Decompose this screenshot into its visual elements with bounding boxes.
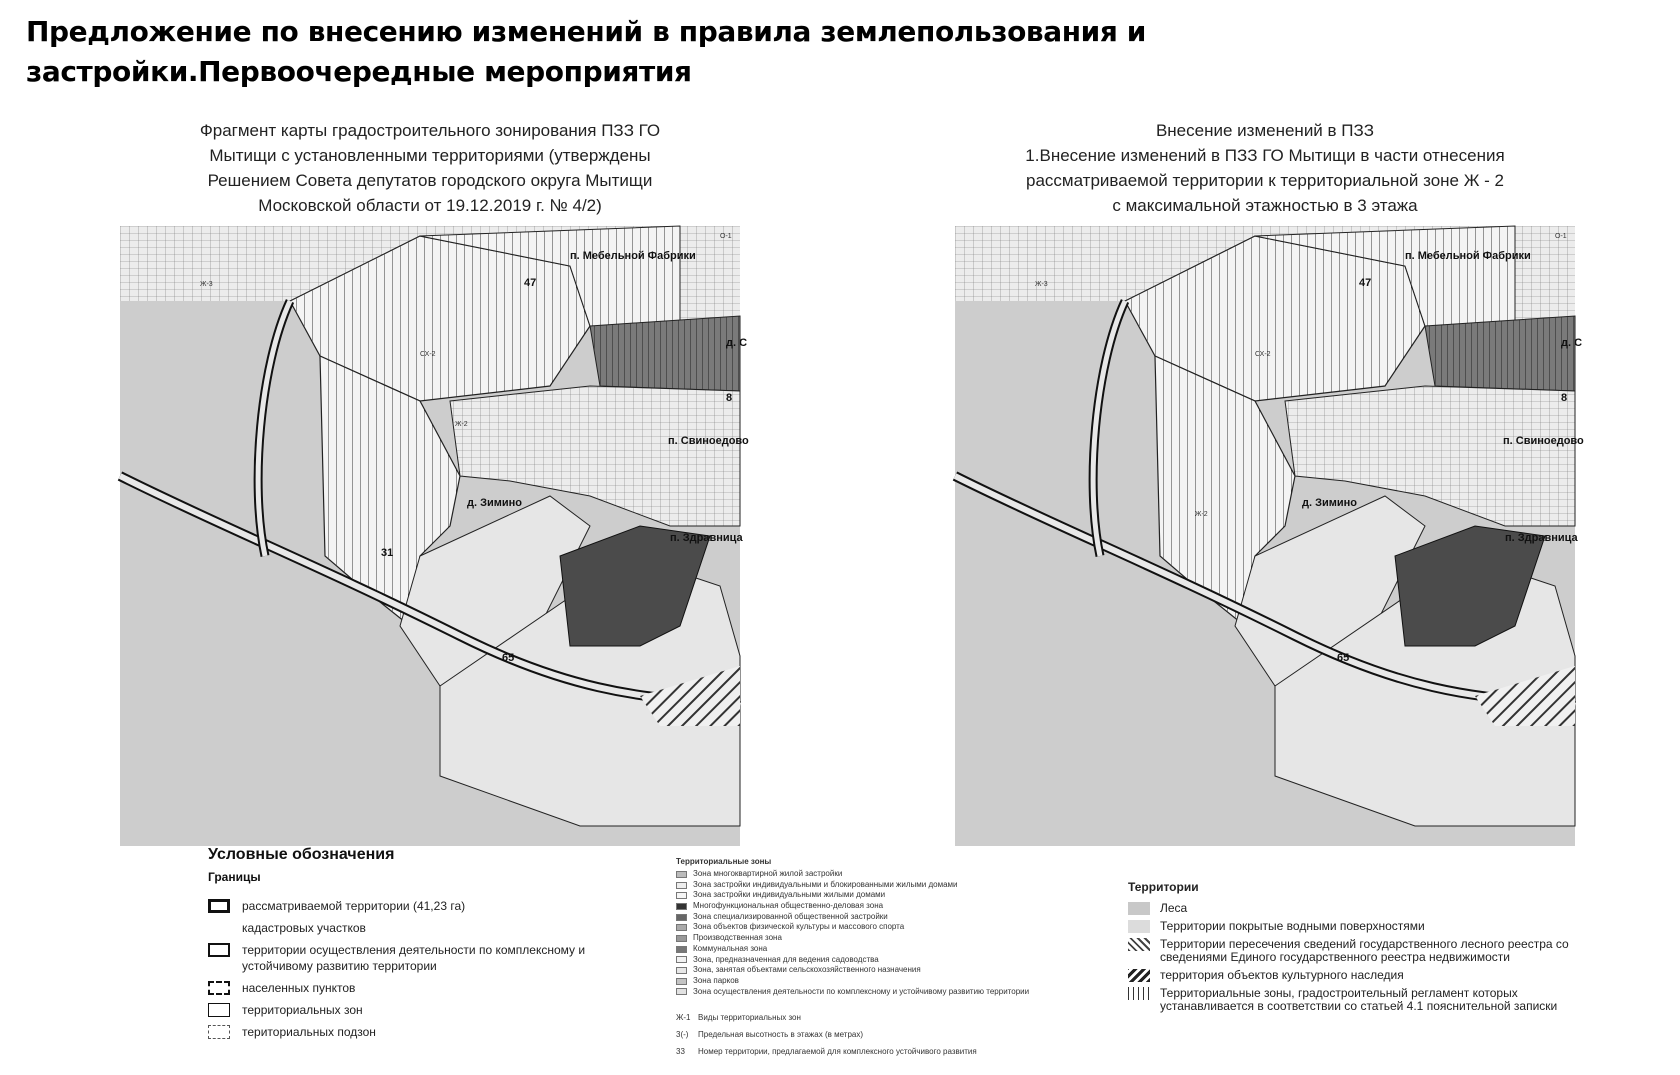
- legend-zones: [676, 857, 1096, 1060]
- extra-text: Предельная высотность в этажах (в метрах): [698, 1030, 864, 1040]
- zone-legend-item: [676, 944, 1096, 955]
- extra-code: 3(-): [676, 1030, 689, 1040]
- boundary-cadastral-swatch: [208, 921, 230, 935]
- legend-item-label: территории осуществления деятельности по комплексному и устойчивому развитию территории: [242, 943, 586, 973]
- boundary-subzone-swatch: [208, 1025, 230, 1039]
- right-map-caption: [955, 118, 1575, 218]
- territory-legend-item: [1128, 987, 1588, 1013]
- label-d-c: д. С: [1561, 337, 1583, 349]
- territory-legend-label: территория объектов культурного наследия: [1160, 968, 1404, 982]
- legend-subheading: Границы: [208, 870, 261, 884]
- legend-zones-heading: Территориальные зоны: [676, 857, 772, 866]
- extra-legend-item: [676, 1026, 1096, 1043]
- extra-legend-item: [676, 1043, 1096, 1060]
- zone-swatch: [676, 946, 687, 953]
- extra-code: 33: [676, 1047, 685, 1057]
- zone-legend-item: [676, 880, 1096, 891]
- label-zone-zh2: Ж-2: [455, 421, 468, 428]
- extra-code: Ж-1: [676, 1013, 691, 1023]
- left-zoning-map: [120, 226, 749, 846]
- territory-legend-item: [1128, 902, 1588, 915]
- territory-legend-label: Территории пересечения сведений государственного лесного реестра со сведениями Единого государственного реестра недвижимости: [1160, 937, 1569, 964]
- label-d-c: д. С: [726, 337, 748, 349]
- zone-swatch: [676, 935, 687, 942]
- legend-territories-heading: Территории: [1128, 880, 1199, 894]
- zone-legend-item: [676, 912, 1096, 923]
- left-map-caption: [120, 118, 740, 218]
- label-num-47: 47: [1359, 277, 1372, 289]
- left-caption-line: Фрагмент карты градостроительного зонирования ПЗЗ ГО: [199, 121, 661, 140]
- label-mebelnoy: п. Мебельной Фабрики: [1405, 250, 1531, 262]
- label-zone-sx2: СХ-2: [420, 351, 436, 358]
- label-zdravnitsa: п. Здравница: [1505, 532, 1578, 544]
- right-caption-line: рассматриваемой территории к территориальной зоне Ж - 2: [1026, 171, 1504, 190]
- zone-legend-item: [676, 869, 1096, 880]
- label-zone-o1: О-1: [720, 233, 732, 240]
- forest-swatch: [1128, 902, 1150, 915]
- territory-legend-label: Леса: [1160, 901, 1188, 915]
- zone-swatch: [676, 924, 687, 931]
- legend-item-label: рассматриваемой территории (41,23 га): [242, 899, 466, 913]
- label-num-8: 8: [726, 392, 733, 404]
- zone-legend-item: [676, 922, 1096, 933]
- legend-item: [208, 898, 628, 914]
- zone-swatch: [676, 988, 687, 995]
- legend-heading: Условные обозначения: [208, 846, 395, 863]
- territory-legend-label: Территориальные зоны, градостроительный регламент которых устанавливается в соответствии со статьей 4.1 пояснительной записки: [1160, 986, 1558, 1013]
- zone-swatch: [676, 956, 687, 963]
- page-title: Предложение по внесению изменений в правила землепользования и застройки.Первоочередные мероприятия: [26, 15, 1147, 88]
- zone-legend-label: Зона застройки индивидуальными и блокированными жилыми домами: [693, 879, 958, 889]
- zone-legend-item: [676, 955, 1096, 966]
- label-svinoedovo: п. Свиноедово: [668, 435, 749, 447]
- right-caption-line: с максимальной этажностью в 3 этажа: [1112, 196, 1418, 215]
- water-swatch: [1128, 920, 1150, 933]
- label-num-8: 8: [1561, 392, 1568, 404]
- zone-legend-label: Зона парков: [693, 975, 739, 985]
- zone-legend-label: Зона специализированной общественной застройки: [693, 911, 888, 921]
- forest-registry-swatch: [1128, 938, 1150, 951]
- label-num-65: 65: [502, 652, 515, 664]
- zone-legend-item: [676, 965, 1096, 976]
- left-caption-line: Мытищи с установленными территориями (утверждены: [209, 146, 651, 165]
- right-caption-line: 1.Внесение изменений в ПЗЗ ГО Мытищи в части отнесения: [1025, 146, 1505, 165]
- label-zone-zh2: Ж-2: [1195, 511, 1208, 518]
- legend-item-label: территориальных зон: [242, 1003, 363, 1017]
- legend-item-label: кадастровых участков: [242, 921, 366, 935]
- label-zone-o1: О-1: [1555, 233, 1567, 240]
- right-map-svg: [955, 226, 1584, 846]
- zone-swatch: [676, 967, 687, 974]
- extra-legend-item: [676, 1009, 1096, 1026]
- zone-swatch: [676, 903, 687, 910]
- legend-item: [208, 1002, 628, 1018]
- zone-swatch: [676, 882, 687, 889]
- label-num-65: 65: [1337, 652, 1350, 664]
- zone-legend-item: [676, 890, 1096, 901]
- legend-extras: [676, 1009, 1096, 1060]
- zone-legend-label: Зона застройки индивидуальными жилыми домами: [693, 890, 886, 900]
- extra-text: Номер территории, предлагаемой для комплексного устойчивого развития: [698, 1047, 977, 1057]
- legend-item: [208, 980, 628, 996]
- extra-text: Виды территориальных зон: [698, 1013, 801, 1023]
- heritage-swatch: [1128, 969, 1150, 982]
- boundary-settlement-swatch: [208, 981, 230, 995]
- territory-legend-item: [1128, 969, 1588, 982]
- label-zone-sx2: СХ-2: [1255, 351, 1271, 358]
- left-caption-line: Московской области от 19.12.2019 г. № 4/2): [258, 196, 602, 215]
- zone-swatch: [676, 914, 687, 921]
- left-map-svg: [120, 226, 749, 846]
- zone-legend-label: Производственная зона: [693, 933, 782, 943]
- territory-legend-item: [1128, 938, 1588, 964]
- legend-territories: [1128, 880, 1588, 1018]
- zone-legend-label: Зона, предназначенная для ведения садоводства: [693, 954, 879, 964]
- label-svinoedovo: п. Свиноедово: [1503, 435, 1584, 447]
- zone-legend-item: [676, 933, 1096, 944]
- zone-legend-label: Зона осуществления деятельности по комплексному и устойчивому развитию территории: [693, 986, 1030, 996]
- legend-item: [208, 942, 628, 974]
- legend-item: [208, 1024, 628, 1040]
- legend-boundaries: [208, 846, 628, 1046]
- zone-legend-label: Зона, занятая объектами сельскохозяйственного назначения: [693, 965, 921, 975]
- zone-swatch: [676, 871, 687, 878]
- boundary-thick-swatch: [208, 899, 230, 913]
- zone-legend-item: [676, 976, 1096, 987]
- zone-legend-label: Зона многоквартирной жилой застройки: [693, 869, 843, 878]
- boundary-krt-swatch: [208, 943, 230, 957]
- label-zimino: д. Зимино: [1302, 497, 1358, 509]
- zone-swatch: [676, 978, 687, 985]
- label-zimino: д. Зимино: [467, 497, 523, 509]
- legend-item-label: териториальных подзон: [242, 1025, 376, 1039]
- zone-legend-label: Зона объектов физической культуры и массового спорта: [693, 922, 905, 932]
- regulation-swatch: [1128, 987, 1150, 1000]
- zone-swatch: [676, 892, 687, 899]
- left-caption-line: Решением Совета депутатов городского округа Мытищи: [207, 171, 653, 190]
- label-num-47: 47: [524, 277, 537, 289]
- zone-legend-item: [676, 901, 1096, 912]
- territory-legend-label: Территории покрытые водными поверхностями: [1160, 919, 1425, 933]
- boundary-zone-swatch: [208, 1003, 230, 1017]
- legend-item: [208, 920, 628, 936]
- zone-legend-label: Многофункциональная общественно-деловая зона: [693, 901, 884, 911]
- label-num-31: 31: [381, 547, 394, 559]
- zone-legend-label: Коммунальная зона: [693, 943, 768, 953]
- label-mebelnoy: п. Мебельной Фабрики: [570, 250, 696, 262]
- right-zoning-map: [955, 226, 1584, 846]
- label-zone-zh3: Ж-3: [1035, 281, 1048, 288]
- territory-legend-item: [1128, 920, 1588, 933]
- label-zone-zh3: Ж-3: [200, 281, 213, 288]
- legend-item-label: населенных пунктов: [242, 981, 356, 995]
- label-zdravnitsa: п. Здравница: [670, 532, 743, 544]
- zone-legend-item: [676, 987, 1096, 998]
- right-caption-line: Внесение изменений в ПЗЗ: [1155, 121, 1375, 140]
